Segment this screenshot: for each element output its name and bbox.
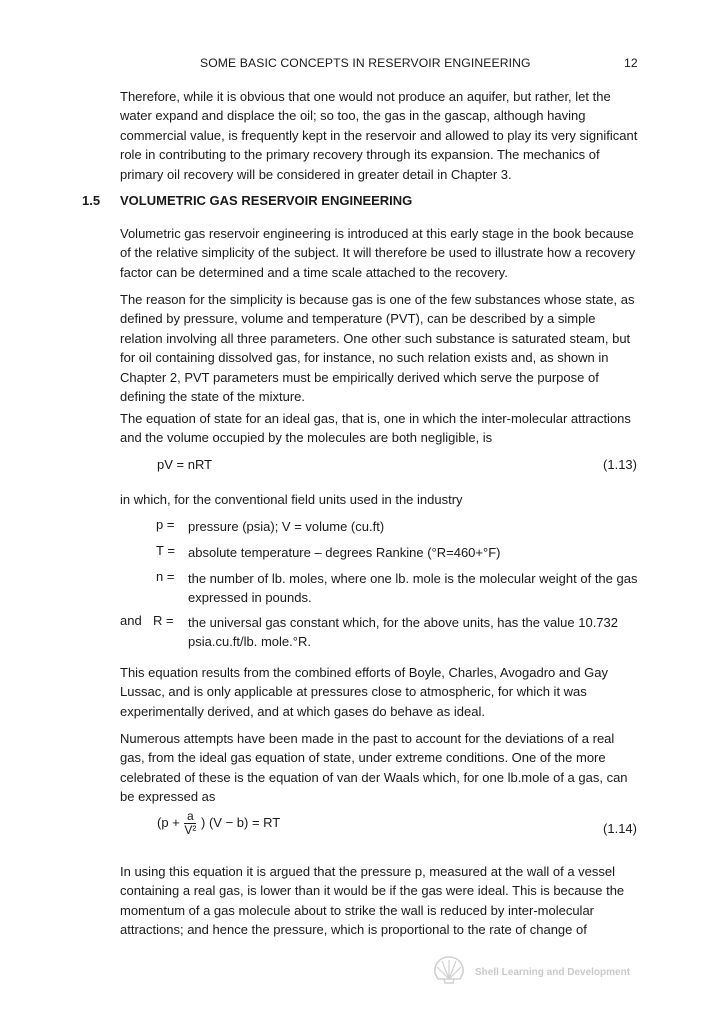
definition-symbol-t: T =: [156, 543, 175, 558]
section-title: VOLUMETRIC GAS RESERVOIR ENGINEERING: [120, 193, 413, 208]
equation-vdw-right: ) (V − b) = RT: [201, 814, 281, 830]
definition-text-p: pressure (psia); V = volume (cu.ft): [188, 519, 385, 534]
intro-paragraph: Therefore, while it is obvious that one would not produce an aquifer, but rather, let the water expand and displace the oil; so too, the gas in the gascap, although having commercial value, is frequently kept in the reservoir and allowed to play its very significant role in contributing to the primary recovery through its expansion. The mechanics of primary oil recovery will be considered in greater detail in Chapter 3.: [120, 89, 638, 182]
paragraph-3: The equation of state for an ideal gas, that is, one in which the inter-molecular attractions and the volume occupied by the molecules are both negligible, is: [120, 411, 631, 446]
paragraph-5: This equation results from the combined efforts of Boyle, Charles, Avogadro and Gay Lussac, and is only applicable at pressures close to atmospheric, for which it was experimentally derived, and at which gases do behave as ideal.: [120, 665, 609, 719]
shell-logo-icon: [432, 955, 466, 985]
equation-number-1-13: (1.13): [603, 457, 637, 472]
fraction-denominator: V²: [184, 823, 197, 837]
definition-text-n: the number of lb. moles, where one lb. mole is the molecular weight of the gas expressed in pounds.: [188, 571, 638, 605]
equation-vdw-left: (p +: [157, 814, 180, 830]
paragraph-1: Volumetric gas reservoir engineering is introduced at this early stage in the book because of the relative simplicity of the subject. It will therefore be used to illustrate how a recovery factor can be determined and a time scale attached to the recovery.: [120, 226, 636, 280]
definition-symbol-r: R =: [153, 613, 174, 628]
equation-van-der-waals: [157, 810, 280, 837]
fraction-numerator: a: [184, 810, 196, 824]
paragraph-7: In using this equation it is argued that the pressure p, measured at the wall of a vessel containing a real gas, is lower than it would be if the gas were ideal. This is because the momentum of a gas molecule about to strike the wall is reduced by inter-molecular attractions; and hence the pressure, which is proportional to the rate of change of: [120, 864, 625, 938]
page-number: 12: [624, 56, 638, 70]
definition-prefix-and: and: [120, 613, 142, 628]
paragraph-6: Numerous attempts have been made in the past to account for the deviations of a real gas, from the ideal gas equation of state, under extreme conditions. One of the more celebrated of these is the equation of van der Waals which, for one lb.mole of a gas, can be expressed as: [120, 731, 628, 805]
footer-brand-text: Shell Learning and Development: [475, 967, 631, 978]
running-header-title: SOME BASIC CONCEPTS IN RESERVOIR ENGINEERING: [200, 56, 531, 70]
equation-number-1-14: (1.14): [603, 821, 637, 836]
equation-ideal-gas: pV = nRT: [157, 457, 213, 472]
section-number: 1.5: [82, 193, 101, 208]
definition-text-r: the universal gas constant which, for the above units, has the value 10.732 psia.cu.ft/lb. mole.°R.: [188, 615, 618, 649]
paragraph-4: in which, for the conventional field units used in the industry: [120, 492, 463, 507]
definition-symbol-n: n =: [156, 569, 175, 584]
definition-symbol-p: p =: [156, 517, 175, 532]
definition-text-t: absolute temperature – degrees Rankine (°R=460+°F): [188, 545, 501, 560]
paragraph-2: The reason for the simplicity is because gas is one of the few substances whose state, as defined by pressure, volume and temperature (PVT), can be described by a simple relation involving all three parameters. One other such substance is saturated steam, but for oil containing dissolved gas, for instance, no such relation exists and, as shown in Chapter 2, PVT parameters must be empirically derived which serve the purpose of defining the state of the mixture.: [120, 292, 635, 405]
equation-vdw-fraction: [184, 810, 196, 837]
